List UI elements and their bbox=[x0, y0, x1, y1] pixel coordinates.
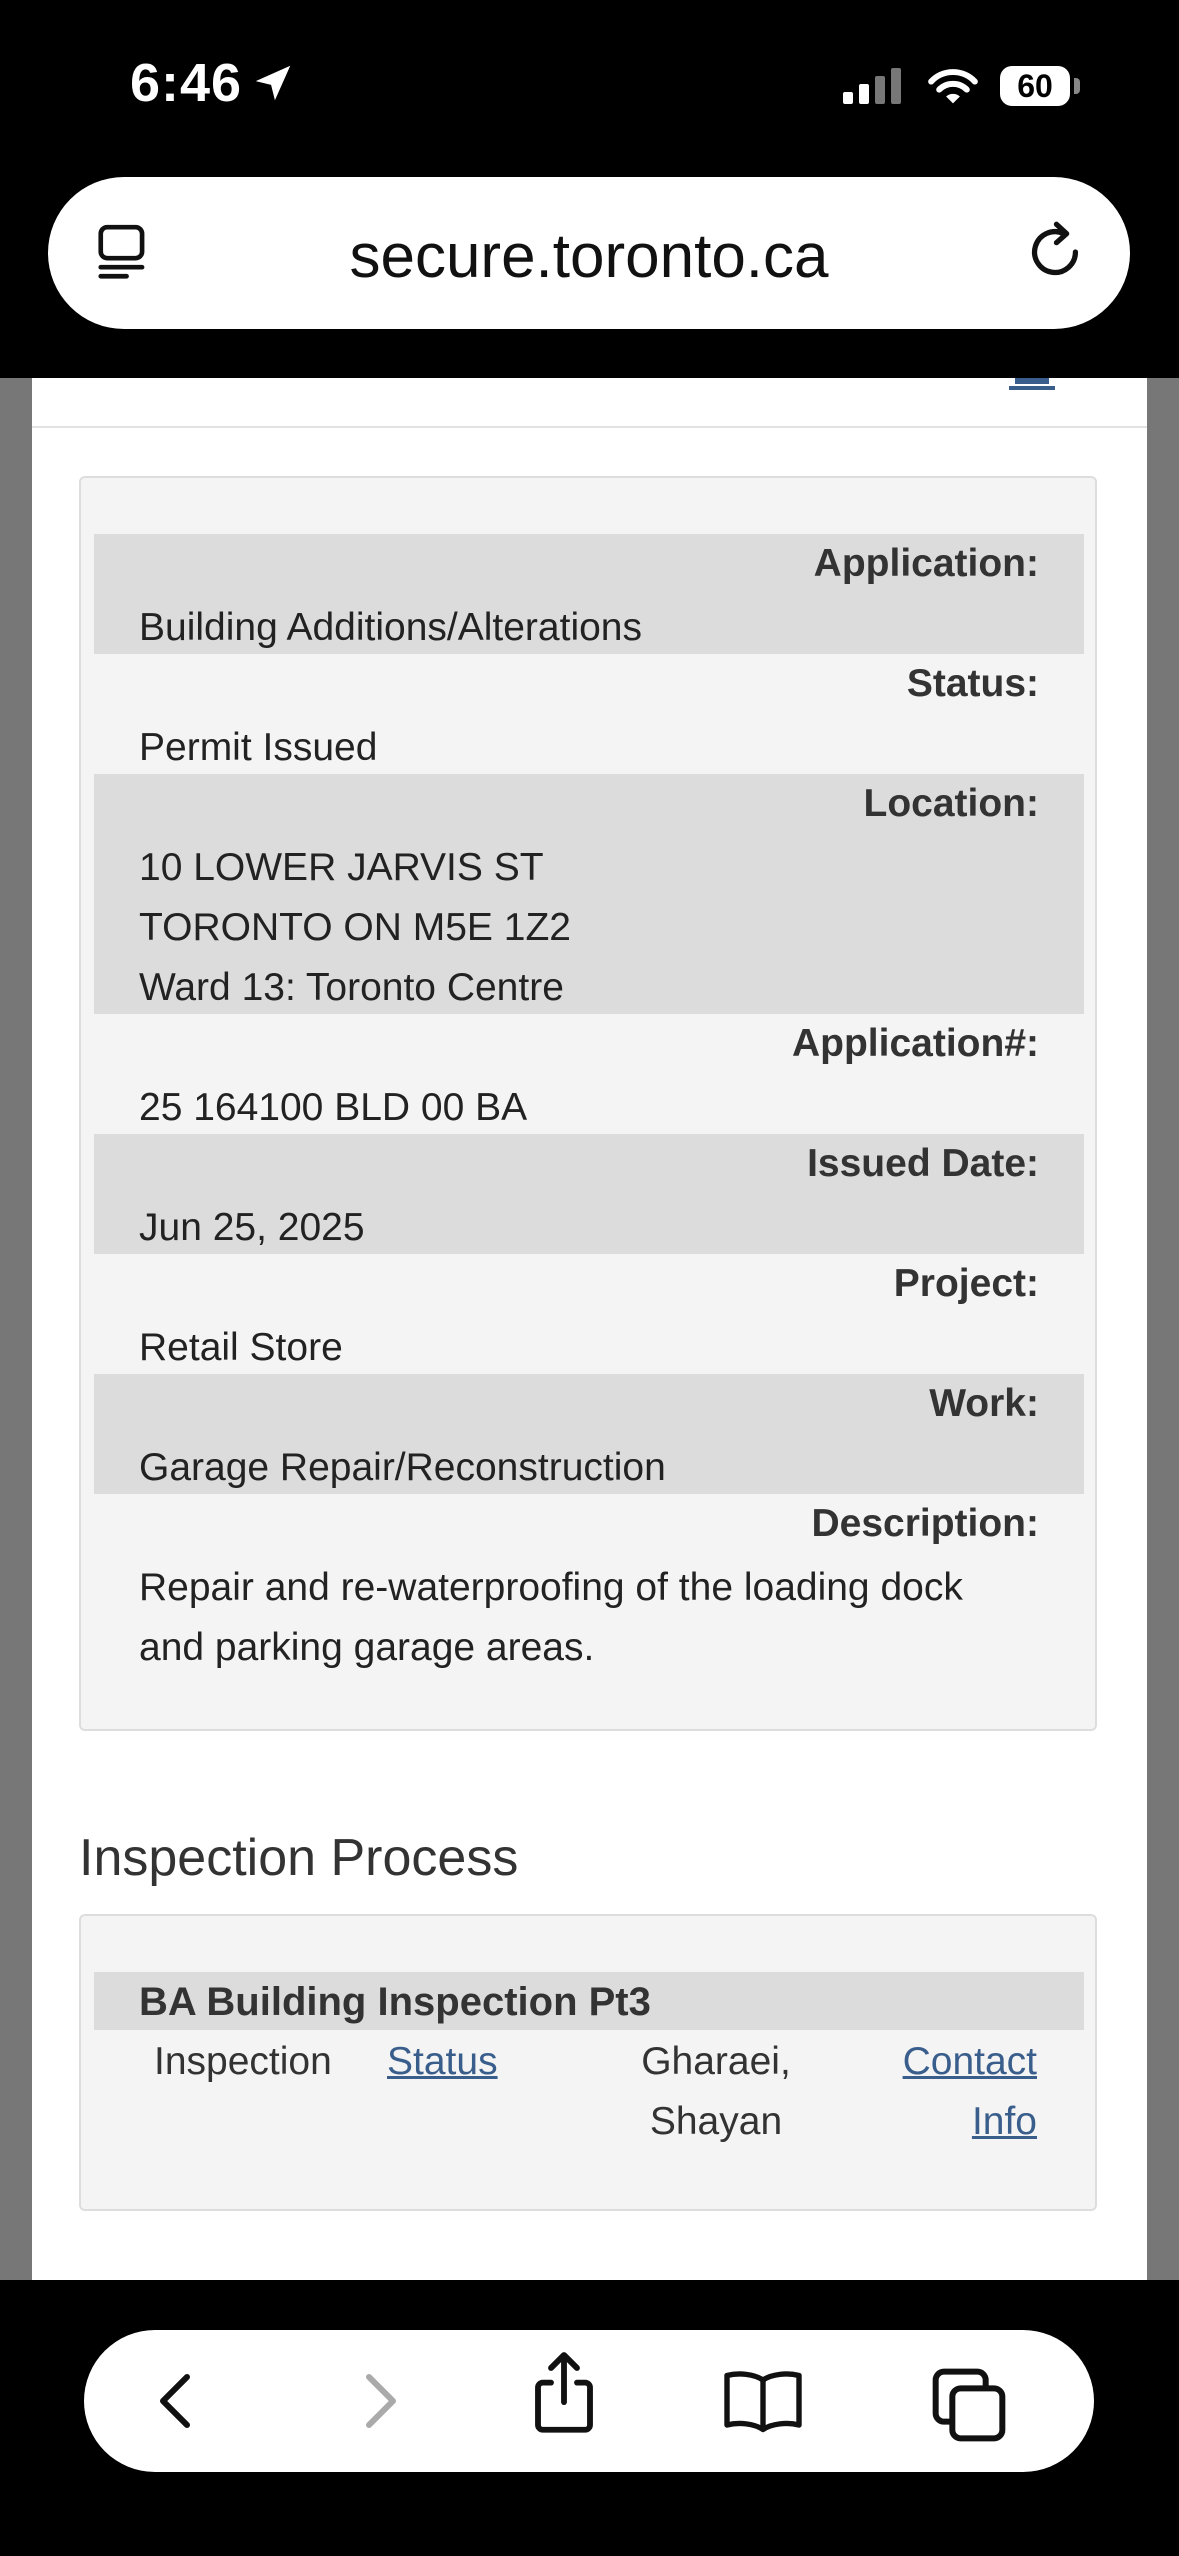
page bbox=[32, 378, 1147, 2280]
detail-value: Permit Issued bbox=[139, 726, 378, 769]
detail-label: Description: bbox=[811, 1502, 1039, 1545]
web-viewport[interactable] bbox=[0, 378, 1179, 2280]
detail-label: Work: bbox=[929, 1382, 1039, 1425]
status-link[interactable]: Status bbox=[387, 2040, 498, 2083]
detail-row-work bbox=[94, 1374, 1084, 1494]
detail-row-location bbox=[94, 774, 1084, 1014]
detail-row-description bbox=[94, 1494, 1084, 1674]
detail-value: 25 164100 BLD 00 BA bbox=[139, 1086, 528, 1129]
inspection-header: BA Building Inspection Pt3 bbox=[139, 1980, 651, 2024]
share-icon[interactable] bbox=[525, 2350, 603, 2438]
detail-value: Repair and re-waterproofing of the loading dock and parking garage areas. bbox=[139, 1566, 963, 1669]
browser-toolbar bbox=[84, 2330, 1094, 2472]
section-title: Inspection Process bbox=[79, 1829, 519, 1887]
forward-icon[interactable] bbox=[342, 2365, 414, 2437]
detail-label: Application#: bbox=[791, 1022, 1039, 1065]
tabs-icon[interactable] bbox=[929, 2365, 1009, 2445]
contact-info-link[interactable]: Contact Info bbox=[902, 2040, 1037, 2143]
clock: 6:46 bbox=[130, 53, 243, 113]
bookmarks-icon[interactable] bbox=[718, 2365, 808, 2437]
detail-row-project bbox=[94, 1254, 1084, 1374]
detail-label: Project: bbox=[893, 1262, 1039, 1305]
detail-label: Issued Date: bbox=[807, 1142, 1039, 1185]
detail-row-application-number bbox=[94, 1014, 1084, 1134]
detail-row-issued-date bbox=[94, 1134, 1084, 1254]
inspection-card bbox=[79, 1914, 1097, 2211]
detail-value: Building Additions/Alterations bbox=[139, 606, 642, 649]
status-bar bbox=[0, 0, 1179, 170]
battery-icon: 60 bbox=[1000, 66, 1070, 106]
back-icon[interactable] bbox=[142, 2365, 214, 2437]
detail-value: 10 LOWER JARVIS ST TORONTO ON M5E 1Z2 Ward 13: Toronto Centre bbox=[139, 846, 571, 1009]
address-bar[interactable] bbox=[48, 177, 1130, 329]
inspector-name: Gharaei, Shayan bbox=[641, 2040, 791, 2143]
wifi-icon bbox=[925, 62, 981, 108]
detail-value: Retail Store bbox=[139, 1326, 343, 1369]
inspection-type: Inspection bbox=[154, 2040, 332, 2083]
reload-icon[interactable] bbox=[1020, 217, 1090, 287]
detail-value: Jun 25, 2025 bbox=[139, 1206, 365, 1249]
battery-tip bbox=[1074, 78, 1080, 94]
url-text[interactable]: secure.toronto.ca bbox=[349, 222, 829, 291]
detail-value: Garage Repair/Reconstruction bbox=[139, 1446, 666, 1489]
print-icon[interactable] bbox=[1007, 378, 1057, 392]
detail-row-status bbox=[94, 654, 1084, 774]
signal-icon bbox=[843, 68, 907, 108]
detail-label: Status: bbox=[906, 662, 1039, 705]
detail-label: Application: bbox=[813, 542, 1039, 585]
location-arrow-icon bbox=[250, 60, 296, 106]
divider bbox=[32, 426, 1147, 428]
permit-details-card bbox=[79, 476, 1097, 1731]
inspection-header-row bbox=[94, 1972, 1084, 2030]
detail-label: Location: bbox=[863, 782, 1039, 825]
detail-row-application bbox=[94, 534, 1084, 654]
